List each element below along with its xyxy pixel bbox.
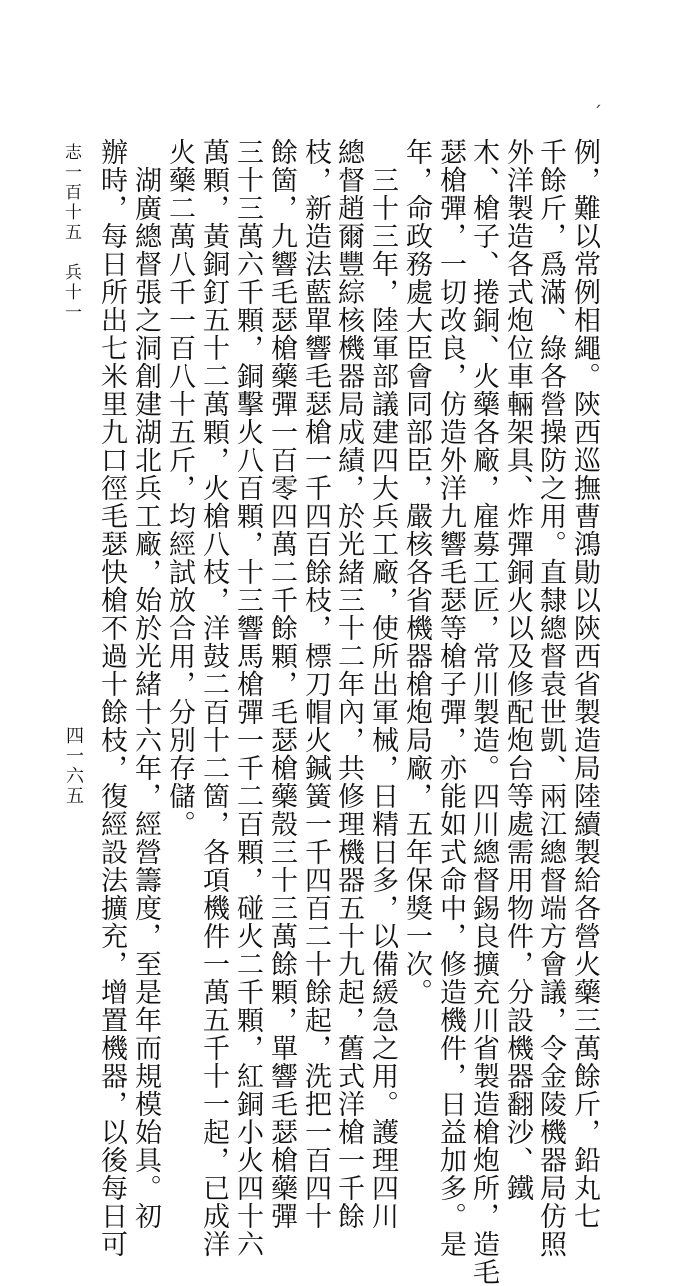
running-header: 志一百十五 兵十一 [61, 143, 81, 323]
text-column-6: 年，命政務處大臣會同部臣，嚴核各省機器槍炮局廠，五年保獎一次。 [401, 138, 432, 1006]
margin-mark: ´ [593, 103, 602, 124]
text-column-5: 瑟槍彈，一切改良，仿造外洋九響毛瑟等槍子彈，亦能如式命中，修造機件，日益加多。是 [435, 138, 466, 1258]
text-column-11: 三十三萬六千顆，銅擊火八百顆，十三響馬槍彈一千二百顆，碰火二千顆，紅銅小火四十六 [232, 138, 263, 1258]
text-column-9: 枝，新造法藍單響毛瑟槍一千四百餘枝，標刀帽火鍼簧一千四百二十餘起，洗把一百四十 [300, 138, 331, 1230]
text-column-4: 木、槍子、捲銅、火藥各廠，雇募工匠，常川製造。四川總督錫良擴充川省製造槍炮所，造毛 [468, 138, 499, 1286]
text-column-1: 例，難以常例相繩。陝西巡撫曹鴻勛以陝西省製造局陸續製給各營火藥三萬餘斤，鉛丸七 [569, 138, 600, 1230]
text-column-10: 餘箇，九響毛瑟槍藥彈一百零四萬二千餘顆，毛瑟槍藥殼三十三萬餘顆，單響毛瑟槍藥彈 [266, 138, 297, 1230]
text-column-2: 千餘斤，爲滿、綠各營操防之用。直隸總督袁世凱、兩江總督端方會議，令金陵機器局仿照 [535, 138, 566, 1258]
text-column-7: 三十三年，陸軍部議建四大兵工廠，使所出軍械，日精日多，以備緩急之用。護理四川 [367, 166, 398, 1230]
text-column-8: 總督趙爾豐綜核機器局成績，於光緒三十二年內，共修理機器五十九起，舊式洋槍一千餘 [333, 138, 364, 1230]
text-column-13: 火藥二萬八千一百八十五斤，均經試放合用，分別存儲。 [164, 138, 195, 838]
page-number: 四一六五 [63, 726, 84, 806]
text-column-12: 萬顆，黃銅釘五十二萬顆，火槍八枝，洋鼓二百十二箇，各項機件一萬五千十一起，已成洋 [198, 138, 229, 1258]
text-column-15: 辦時，每日所出七米里九口徑毛瑟快槍不過十餘枝，復經設法擴充，增置機器，以後每日可 [96, 138, 127, 1258]
text-column-3: 外洋製造各式炮位車輛架具、炸彈銅火以及修配炮台等處需用物件，分設機器翻沙、鐵 [502, 138, 533, 1202]
text-column-14: 湖廣總督張之洞創建湖北兵工廠，始於光緒十六年，經營籌度，至是年而規模始具。初 [130, 166, 161, 1230]
